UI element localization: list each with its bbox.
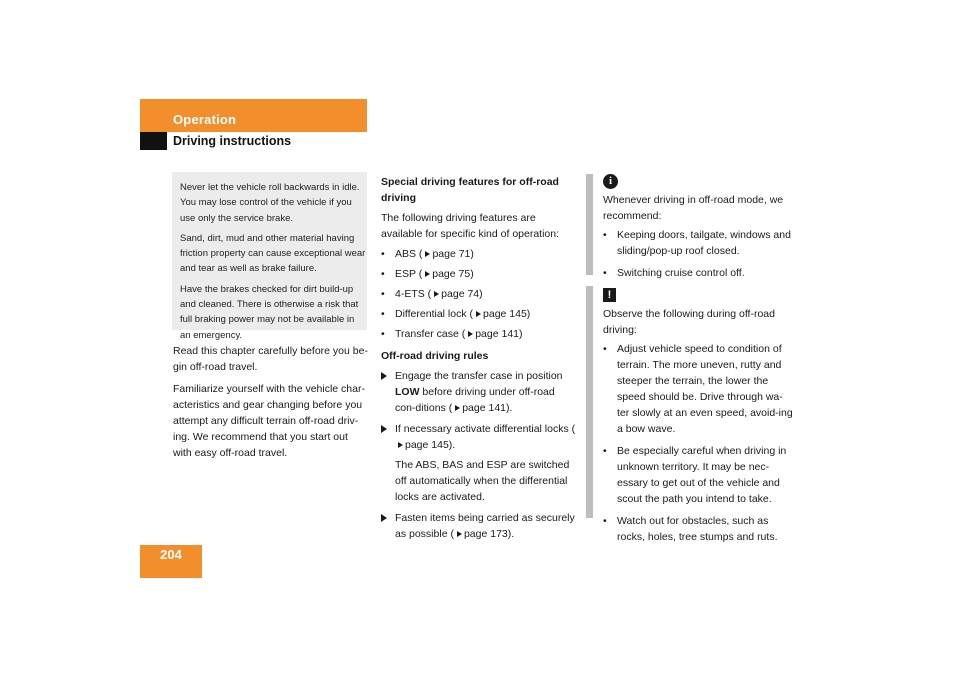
list-item: • ESP ( page 75) — [381, 268, 474, 280]
caution-list — [603, 341, 793, 545]
info-icon: i — [603, 174, 618, 189]
list-item: • Keeping doors, tailgate, windows and sliding/pop-up roof closed. — [603, 229, 791, 257]
page-ref-arrow-icon — [457, 531, 462, 537]
list-item: • ABS ( page 71) — [381, 248, 474, 260]
caution-note — [603, 306, 793, 551]
page-ref-arrow-icon — [425, 271, 430, 277]
page-number: 204 — [160, 547, 182, 562]
feature-list — [381, 246, 576, 342]
intro-paragraph: Read this chapter carefully before you be-gin off-road travel. — [173, 345, 368, 373]
note-sidebar — [586, 286, 593, 518]
middle-column — [381, 174, 576, 547]
page-ref-arrow-icon — [398, 442, 403, 448]
list-item: • Adjust vehicle speed to condition of terrain. The more uneven, rutty and steeper the terrain, the lower the speed should be. Drive through wa-ter slowly at an even speed, avoid-ing a bow wave. — [603, 343, 793, 435]
page-ref-arrow-icon — [434, 291, 439, 297]
caution-intro: Observe the following during off-road driving: — [603, 308, 775, 336]
step-note: The ABS, BAS and ESP are switched off automatically when the differential locks are activated. — [395, 459, 570, 503]
heading-special-features: Special driving features for off-road driving — [381, 176, 559, 204]
list-item: • Watch out for obstacles, such as rocks, holes, tree stumps and ruts. — [603, 515, 778, 543]
warning-box — [172, 172, 367, 341]
page-ref-arrow-icon — [425, 251, 430, 257]
section-title: Operation — [173, 112, 237, 127]
info-list — [603, 227, 793, 281]
list-item: • Differential lock ( page 145) — [381, 308, 531, 320]
list-item: If necessary activate differential locks (page 145). The ABS, BAS and ESP are switched off automatically when the differential locks are activated. — [381, 421, 576, 505]
warning-paragraph: Have the brakes checked for dirt build-up and cleaned. There is otherwise a risk that full braking power may not be available in an emergency. — [180, 283, 359, 341]
step-arrow-icon — [381, 372, 387, 380]
rules-list — [381, 368, 576, 542]
warning-paragraph: Never let the vehicle roll backwards in idle. You may lose control of the vehicle if you use only the service brake. — [180, 182, 360, 224]
list-item: Fasten items being carried as securely as possible ( page 173). — [381, 510, 576, 542]
caution-icon: ! — [603, 288, 616, 302]
info-intro: Whenever driving in off-road mode, we recommend: — [603, 194, 784, 222]
note-sidebar — [586, 174, 593, 275]
step-arrow-icon — [381, 425, 387, 433]
list-item: • Be especially careful when driving in unknown territory. It may be nec-essary to get out of the vehicle and scout the path you intend to take. — [603, 445, 787, 505]
page-ref-arrow-icon — [468, 331, 473, 337]
list-item: Engage the transfer case in position LOW before driving under off-road con-ditions ( page 141). — [381, 368, 576, 416]
header-marker — [140, 132, 167, 150]
features-intro: The following driving features are available for specific kind of operation: — [381, 212, 560, 240]
page-ref-arrow-icon — [455, 405, 460, 411]
list-item: • Switching cruise control off. — [603, 267, 745, 279]
intro-paragraph: Familiarize yourself with the vehicle char-acteristics and gear changing before you attempt any difficult terrain off-road driv-ing. We recommend that you start out with easy off-road travel. — [173, 383, 365, 459]
heading-offroad-rules: Off-road driving rules — [381, 350, 489, 362]
info-note — [603, 192, 793, 287]
page-ref-arrow-icon — [476, 311, 481, 317]
list-item: • Transfer case ( page 141) — [381, 328, 523, 340]
intro-text — [173, 343, 368, 467]
step-arrow-icon — [381, 514, 387, 522]
subsection-title: Driving instructions — [173, 134, 292, 148]
warning-paragraph: Sand, dirt, mud and other material having friction property can cause exceptional wear and tear as well as brake failure. — [180, 232, 366, 275]
list-item: • 4-ETS ( page 74) — [381, 288, 483, 300]
